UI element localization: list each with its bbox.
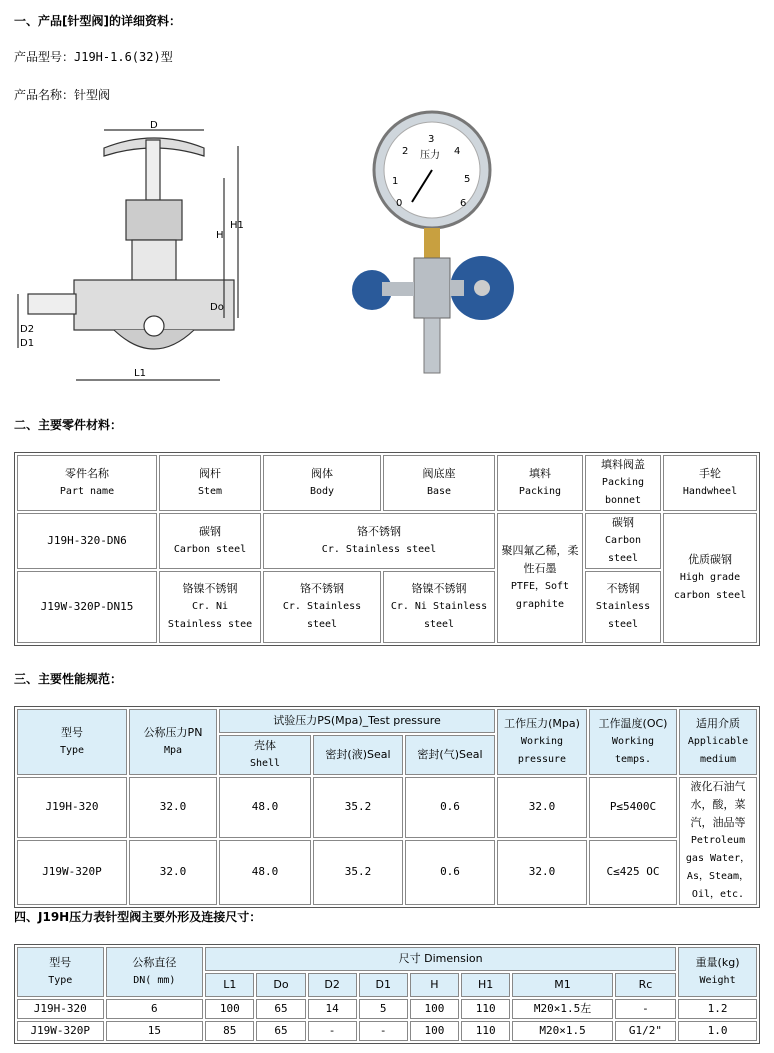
p-r2-seal-g: 0.6	[405, 840, 495, 905]
p-r1-temp: P≤5400C	[589, 777, 677, 838]
handwheel-cn: 优质碳钢	[688, 553, 732, 566]
h-body-en: Body	[309, 486, 335, 497]
gauge-tick-1: 1	[392, 176, 399, 187]
d-col-h1: H1	[461, 973, 510, 997]
p-h-temp-en: Working temps.	[611, 736, 655, 765]
table-row	[17, 1021, 757, 1041]
p-r1-work: 32.0	[497, 777, 587, 838]
label-do: Do	[210, 302, 224, 313]
r2-stem-cn: 铬镍不锈钢	[182, 582, 238, 595]
label-h1: H1	[230, 220, 244, 231]
label-d1: D1	[20, 338, 35, 349]
table-row	[17, 571, 757, 643]
p-h-work-cn: 工作压力(Mpa)	[504, 717, 580, 730]
table-row	[17, 947, 757, 971]
section-title-materials: 二、主要零件材料：	[14, 418, 123, 432]
d-h-type-en: Type	[48, 975, 73, 986]
r1-bonnet-cn: 碳钢	[612, 516, 634, 529]
dimensions-table	[14, 944, 760, 1044]
product-model: 产品型号：J19H-1.6(32)型	[14, 50, 173, 64]
p-r2-pn: 32.0	[129, 840, 217, 905]
p-r2-seal-l: 35.2	[313, 840, 403, 905]
table-row	[17, 513, 757, 569]
p-h-medium-en: Applicable medium	[687, 736, 749, 765]
p-h-shell-en: Shell	[249, 758, 281, 769]
p-r2-work: 32.0	[497, 840, 587, 905]
gauge-tick-3: 3	[428, 134, 435, 145]
d-r2-h1: 110	[461, 1021, 510, 1041]
d-r1-d1: 5	[359, 999, 408, 1019]
d-col-rc: Rc	[615, 973, 676, 997]
d-h-dn-cn: 公称直径	[132, 956, 177, 969]
d-r1-m1: M20×1.5左	[512, 999, 612, 1019]
d-r2-d2: -	[308, 1021, 357, 1041]
p-h-shell-cn: 壳体	[254, 739, 276, 752]
label-d2: D2	[20, 324, 35, 335]
p-r1-shell: 48.0	[219, 777, 311, 838]
h-handwheel-en: Handwheel	[682, 486, 738, 497]
d-r1-l1: 100	[205, 999, 254, 1019]
p-r2-shell: 48.0	[219, 840, 311, 905]
d-r1-weight: 1.2	[678, 999, 757, 1019]
d-r2-weight: 1.0	[678, 1021, 757, 1041]
r2-stem-en: Cr. Ni Stainless stee	[167, 601, 253, 630]
d-h-weight-en: Weight	[699, 975, 736, 986]
packing-cn: 聚四氟乙稀，柔性石墨	[501, 544, 579, 575]
p-h-type-en: Type	[59, 745, 85, 756]
p-r1-seal-l: 35.2	[313, 777, 403, 838]
h-stem-cn: 阀杆	[199, 467, 221, 480]
packing-en: PTFE，Soft graphite	[510, 581, 570, 610]
d-r1-rc: -	[615, 999, 676, 1019]
d-r1-h: 100	[410, 999, 459, 1019]
d-col-l1: L1	[205, 973, 254, 997]
section-title-details: 一、产品[针型阀]的详细资料：	[14, 14, 181, 28]
p-h-work-en: Working pressure	[517, 736, 567, 765]
p-h-temp-cn: 工作温度(OC)	[598, 717, 668, 730]
gauge-tick-4: 4	[454, 146, 461, 157]
d-col-d2: D2	[308, 973, 357, 997]
table-row	[17, 999, 757, 1019]
p-r1-seal-g: 0.6	[405, 777, 495, 838]
gauge-tick-5: 5	[464, 174, 471, 185]
p-r2-temp: C≤425 OC	[589, 840, 677, 905]
gauge-tick-2: 2	[402, 146, 409, 157]
h-packing-cn: 填料	[529, 467, 551, 480]
d-r1-h1: 110	[461, 999, 510, 1019]
h-base-en: Base	[426, 486, 452, 497]
r1-bonnet-en: Carbon steel	[604, 535, 642, 564]
p-r2-type: J19W-320P	[17, 840, 127, 905]
valve-gauge-photo	[332, 110, 532, 400]
p-h-pn-en: Mpa	[163, 745, 183, 756]
d-r1-type: J19H-320	[17, 999, 104, 1019]
r2-bonnet-cn: 不锈钢	[606, 582, 640, 595]
d-r2-l1: 85	[205, 1021, 254, 1041]
p-h-test: 试验压力PS(Mpa)_Test pressure	[219, 709, 495, 733]
h-body-cn: 阀体	[311, 467, 333, 480]
performance-table	[14, 706, 760, 908]
d-r2-rc: G1/2"	[615, 1021, 676, 1041]
section-title-performance: 三、主要性能规范：	[14, 672, 123, 686]
d-r2-type: J19W-320P	[17, 1021, 104, 1041]
h-part-cn: 零件名称	[65, 467, 109, 480]
d-h-dn-en: DN( mm)	[133, 975, 176, 986]
d-h-dimension: 尺寸 Dimension	[205, 947, 676, 971]
model-dn6: J19H-320-DN6	[17, 513, 157, 569]
label-l1: L1	[134, 368, 146, 379]
h-handwheel-cn: 手轮	[699, 467, 721, 480]
d-r2-d1: -	[359, 1021, 408, 1041]
r1-stem-cn: 碳钢	[199, 525, 221, 538]
handwheel-en: High grade carbon steel	[673, 572, 747, 601]
p-h-seal-l: 密封(液)Seal	[313, 735, 403, 775]
gauge-tick-6: 6	[460, 198, 467, 209]
d-r2-h: 100	[410, 1021, 459, 1041]
r1-body-en: Cr. Stainless steel	[321, 544, 437, 555]
h-bonnet-en: Packing bonnet	[601, 477, 645, 506]
h-bonnet-cn: 填料阀盖	[601, 458, 645, 471]
d-r1-d2: 14	[308, 999, 357, 1019]
p-r1-pn: 32.0	[129, 777, 217, 838]
p-h-seal-g: 密封(气)Seal	[405, 735, 495, 775]
materials-table	[14, 452, 760, 646]
table-row	[17, 777, 757, 838]
table-row	[17, 840, 757, 905]
gauge-dial-text: 压力	[420, 150, 440, 161]
d-col-d1: D1	[359, 973, 408, 997]
d-r2-m1: M20×1.5	[512, 1021, 612, 1041]
label-d: D	[150, 120, 158, 131]
p-medium-en: Petroleum gas Water，As，Steam，Oil，etc.	[685, 835, 751, 900]
section-title-dimensions: 四、J19H压力表针型阀主要外形及连接尺寸：	[14, 910, 262, 924]
d-h-type-cn: 型号	[49, 956, 72, 969]
r1-body-cn: 铬不锈钢	[357, 525, 401, 538]
table-row	[17, 455, 757, 511]
h-stem-en: Stem	[197, 486, 223, 497]
p-medium-cn: 液化石油气水，酸，菜汽，油品等	[690, 780, 746, 829]
h-packing-en: Packing	[518, 486, 562, 497]
p-r1-type: J19H-320	[17, 777, 127, 838]
d-r2-do: 65	[256, 1021, 305, 1041]
p-h-type-cn: 型号	[61, 726, 83, 739]
valve-diagram	[14, 118, 248, 398]
d-h-weight-cn: 重量(kg)	[695, 956, 740, 969]
d-col-m1: M1	[512, 973, 612, 997]
d-r1-do: 65	[256, 999, 305, 1019]
table-row	[17, 709, 757, 733]
p-h-medium-cn: 适用介质	[696, 717, 740, 730]
h-base-cn: 阀底座	[422, 467, 456, 480]
d-col-h: H	[410, 973, 459, 997]
r2-bonnet-en: Stainless steel	[595, 601, 651, 630]
d-r1-dn: 6	[106, 999, 204, 1019]
r1-stem-en: Carbon steel	[173, 544, 247, 555]
label-h: H	[216, 230, 224, 241]
model-dn15: J19W-320P-DN15	[17, 571, 157, 643]
r2-body-cn: 铬不锈钢	[300, 582, 344, 595]
p-h-pn-cn: 公称压力PN	[143, 726, 203, 739]
gauge-tick-0: 0	[396, 198, 403, 209]
d-r2-dn: 15	[106, 1021, 204, 1041]
r2-body-en: Cr. Stainless steel	[282, 601, 362, 630]
gauge-photo-svg	[332, 110, 532, 400]
r2-base-cn: 铬镍不锈钢	[411, 582, 467, 595]
d-col-do: Do	[256, 973, 305, 997]
valve-drawing-svg	[14, 118, 248, 398]
h-part-en: Part name	[59, 486, 115, 497]
product-name: 产品名称：针型阀	[14, 88, 111, 102]
r2-base-en: Cr. Ni Stainless steel	[390, 601, 488, 630]
